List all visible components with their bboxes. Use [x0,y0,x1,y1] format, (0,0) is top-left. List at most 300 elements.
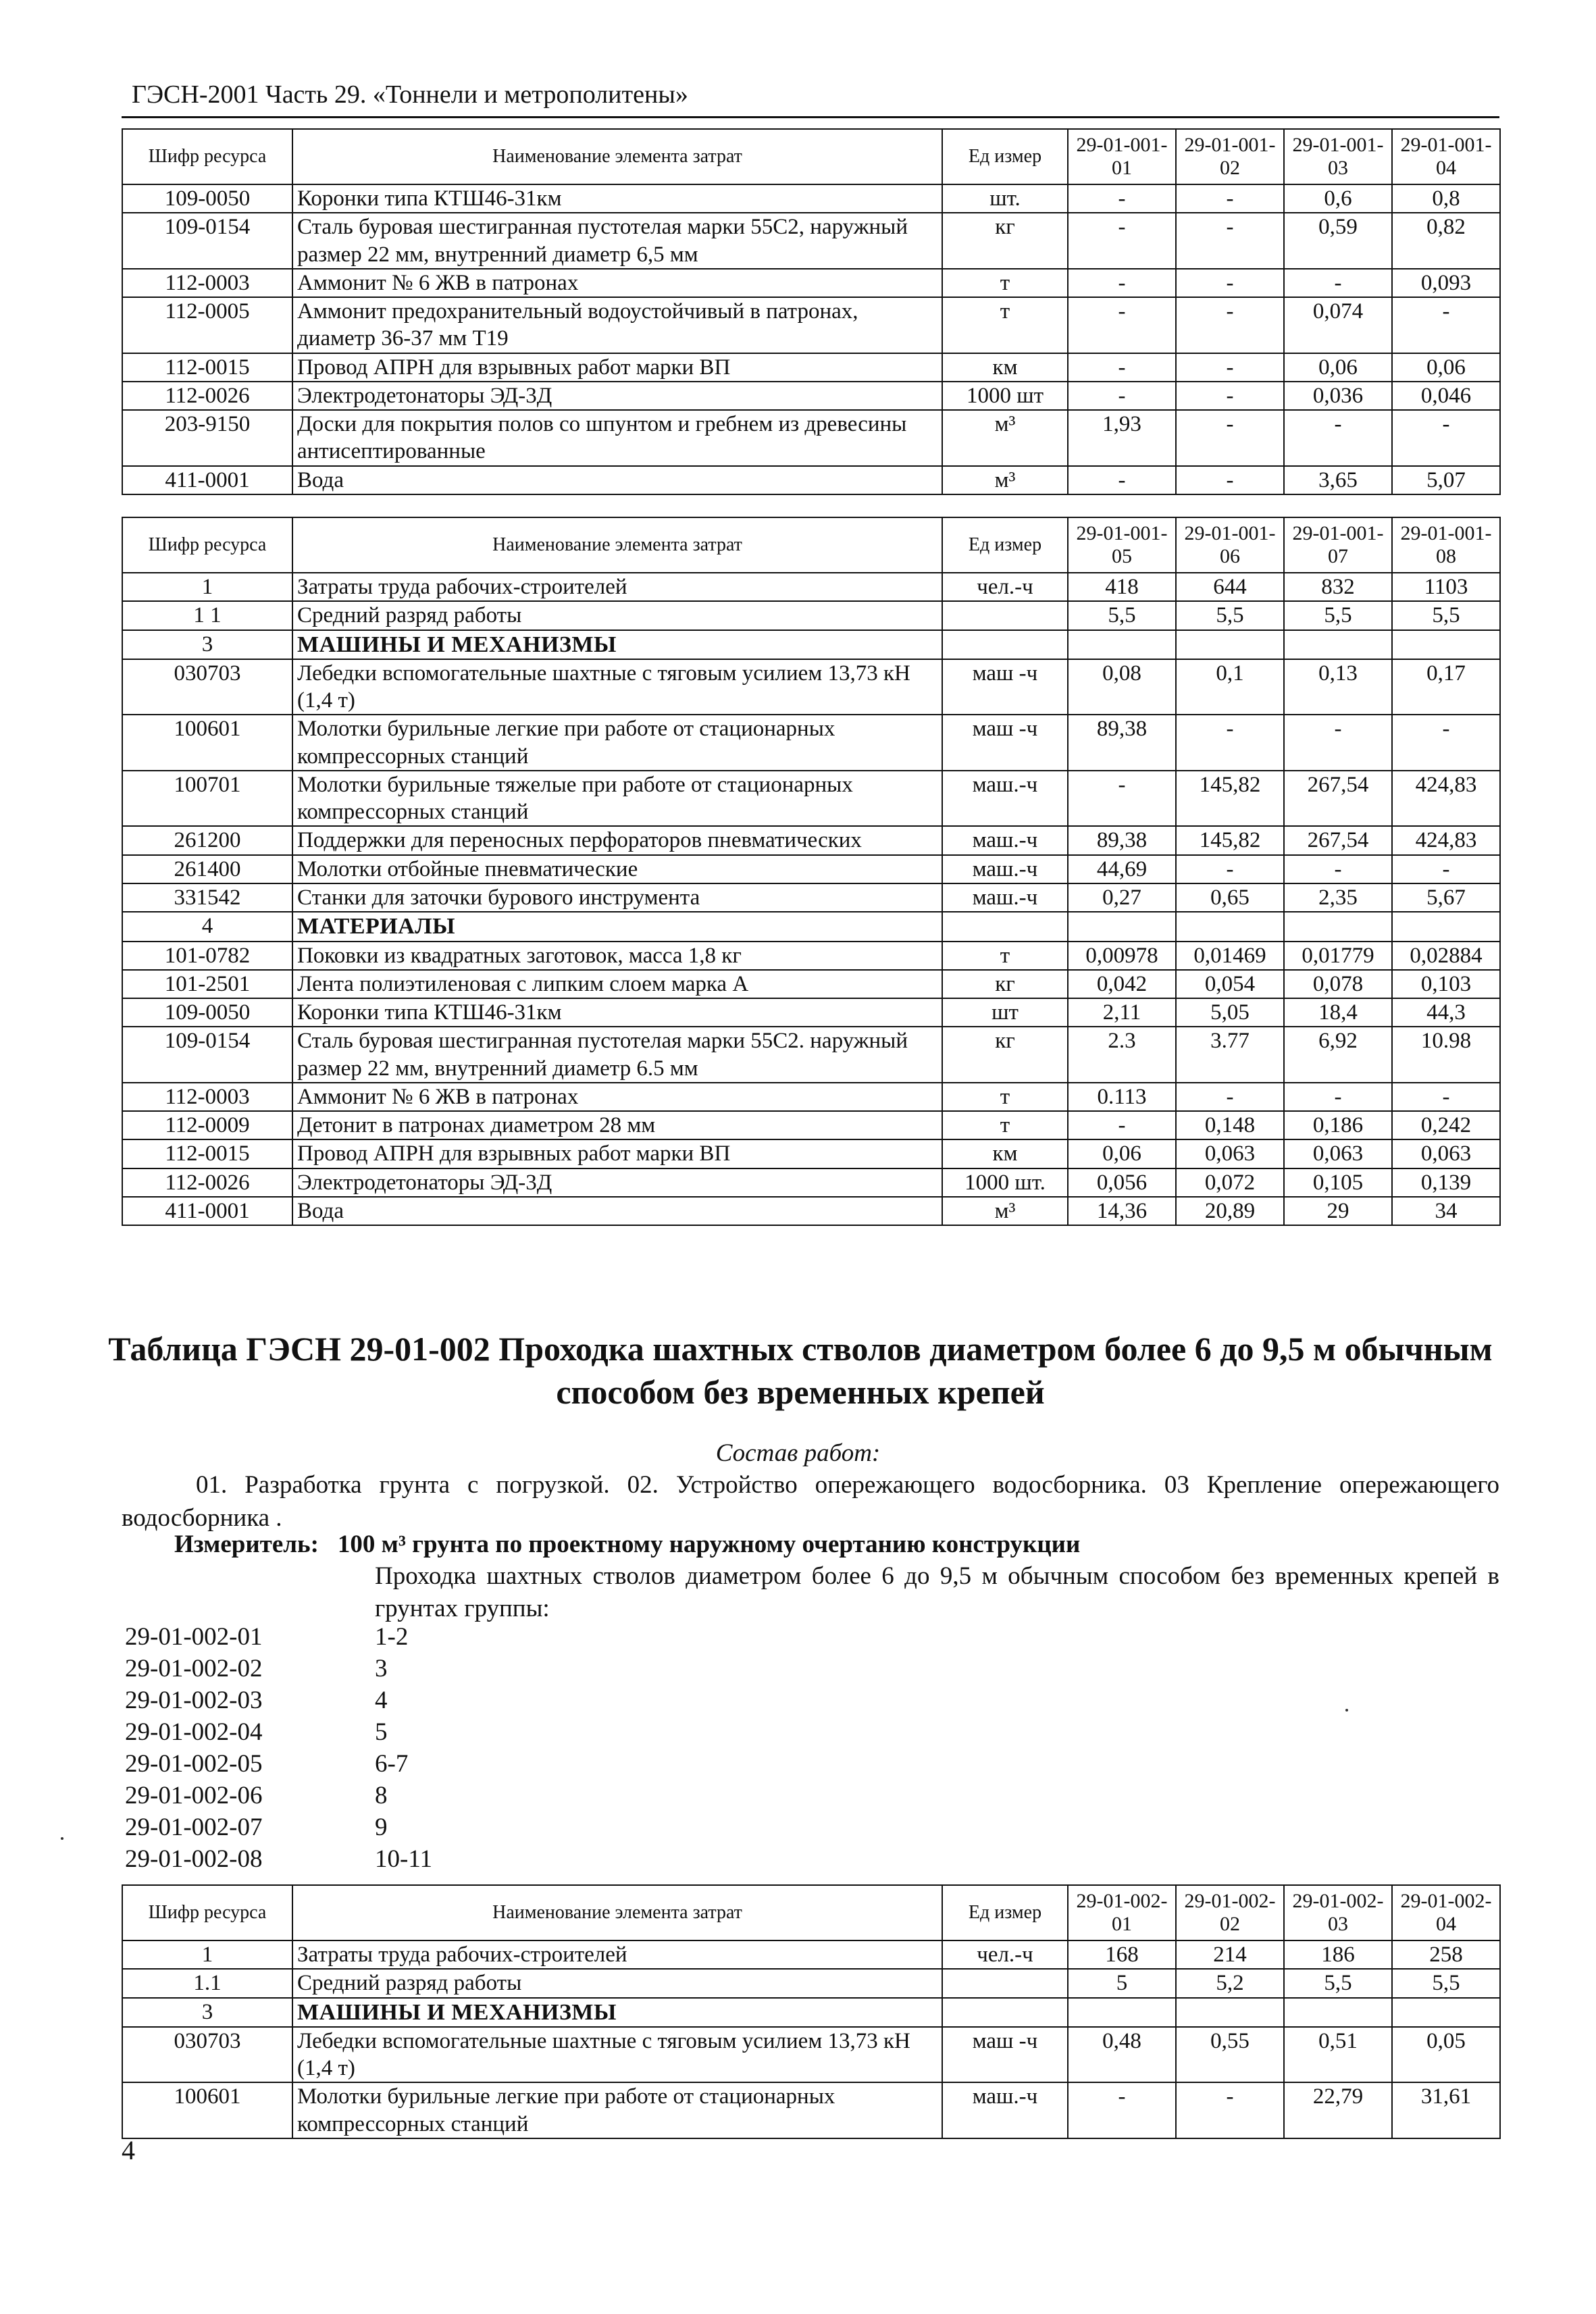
value-cell: 424,83 [1392,771,1500,827]
unit-cell: 1000 шт. [942,1168,1068,1197]
soil-group: 5 [375,1718,388,1746]
resource-code-cell: 109-0050 [122,184,292,213]
value-cell: - [1068,353,1176,382]
resource-code-cell: 100601 [122,715,292,771]
value-cell: 214 [1176,1940,1284,1969]
resource-code-cell: 1 [122,573,292,601]
table-row [122,1083,1500,1111]
value-cell: 18,4 [1284,998,1392,1027]
table-row [122,601,1500,629]
resource-code-cell: 411-0001 [122,1197,292,1225]
value-cell: - [1068,466,1176,494]
value-cell: 0,02884 [1392,942,1500,970]
unit-cell: кг [942,970,1068,998]
value-cell: 0,6 [1284,184,1392,213]
value-cell: 0,05 [1392,2027,1500,2083]
resource-name-cell: Сталь буровая шестигранная пустотелая марки 55С2, наружный размер 22 мм, внутренний диаметр 6,5 мм [292,213,942,269]
norm-code: 29-01-002-01 [125,1623,263,1651]
unit-cell: шт [942,998,1068,1027]
value-cell: 3.77 [1176,1027,1284,1083]
value-cell: - [1068,382,1176,410]
value-cell: - [1068,184,1176,213]
value-cell: - [1068,1111,1176,1139]
resource-code-cell: 1.1 [122,1969,292,1997]
unit-cell: кг [942,213,1068,269]
resource-name-cell: Молотки бурильные легкие при работе от стационарных компрессорных станций [292,2082,942,2138]
value-cell: - [1284,1083,1392,1111]
unit-cell: чел.-ч [942,1940,1068,1969]
unit-cell [942,1998,1068,2027]
value-cell: 10.98 [1392,1027,1500,1083]
col-header-norm: 29-01-001-04 [1392,129,1500,184]
table-row [122,942,1500,970]
resource-code-cell: 100601 [122,2082,292,2138]
resource-code-cell: 112-0005 [122,297,292,353]
table-row [122,855,1500,883]
value-cell: 0,054 [1176,970,1284,998]
table-row [122,297,1500,353]
norm-code-row [125,1686,432,1718]
value-cell: 0,59 [1284,213,1392,269]
value-cell: - [1392,715,1500,771]
soil-group: 6-7 [375,1750,409,1778]
value-cell: 0,074 [1284,297,1392,353]
unit-cell: маш -ч [942,659,1068,715]
table-row [122,970,1500,998]
scan-speck [1345,1709,1348,1712]
table-row [122,2082,1500,2138]
norm-code-row [125,1749,432,1781]
value-cell: 267,54 [1284,771,1392,827]
value-cell: - [1176,184,1284,213]
norm-code: 29-01-002-04 [125,1718,263,1746]
resource-table-001-01-04 [122,128,1501,495]
value-cell: 0,01469 [1176,942,1284,970]
value-cell [1068,1998,1176,2027]
resource-name-cell: Молотки бурильные легкие при работе от стационарных компрессорных станций [292,715,942,771]
value-cell: - [1176,213,1284,269]
norm-code-row [125,1845,432,1876]
col-header-name: Наименование элемента затрат [292,129,942,184]
value-cell: - [1176,382,1284,410]
table-row [122,771,1500,827]
value-cell: 0,036 [1284,382,1392,410]
resource-code-cell: 112-0015 [122,1139,292,1168]
value-cell [1392,1998,1500,2027]
col-header-code: Шифр ресурса [122,1885,292,1940]
resource-name-cell: Доски для покрытия полов со шпунтом и гребнем из древесины антисептированные [292,410,942,466]
value-cell: 0,186 [1284,1111,1392,1139]
value-cell: - [1284,855,1392,883]
value-cell: 44,69 [1068,855,1176,883]
value-cell: - [1284,715,1392,771]
value-cell: 0,063 [1284,1139,1392,1168]
work-composition-text: 01. Разработка грунта с погрузкой. 02. Устройство опережающего водосборника. 03 Крепление опережающего водосборника . [122,1471,1499,1532]
resource-code-cell: 261200 [122,826,292,854]
value-cell: 0,063 [1176,1139,1284,1168]
value-cell: - [1392,1083,1500,1111]
norm-code-row [125,1813,432,1845]
table-row [122,1969,1500,1997]
resource-code-cell: 112-0009 [122,1111,292,1139]
value-cell: - [1392,410,1500,466]
value-cell [1176,630,1284,659]
resource-table-001-05-08 [122,517,1501,1226]
resource-code-cell: 112-0015 [122,353,292,382]
value-cell: 0,8 [1392,184,1500,213]
value-cell: - [1176,297,1284,353]
measurement-unit-text: 100 м³ грунта по проектному наружному очертанию конструкции [337,1531,1081,1558]
unit-cell: м³ [942,1197,1068,1225]
value-cell: 5,2 [1176,1969,1284,1997]
col-header-norm: 29-01-002-02 [1176,1885,1284,1940]
value-cell: 0,82 [1392,213,1500,269]
soil-group: 4 [375,1687,388,1714]
value-cell: 5,5 [1176,601,1284,629]
unit-cell: маш.-ч [942,855,1068,883]
value-cell: 424,83 [1392,826,1500,854]
unit-cell: м³ [942,466,1068,494]
value-cell: 0,48 [1068,2027,1176,2083]
norm-code-row [125,1622,432,1654]
value-cell: 0,00978 [1068,942,1176,970]
value-cell: 0,06 [1284,353,1392,382]
value-cell: - [1392,855,1500,883]
resource-name-cell: Поддержки для переносных перфораторов пневматических [292,826,942,854]
value-cell: - [1176,1083,1284,1111]
value-cell: - [1068,213,1176,269]
resource-name-cell: Сталь буровая шестигранная пустотелая марки 55С2. наружный размер 22 мм, внутренний диаметр 6.5 мм [292,1027,942,1083]
value-cell: 832 [1284,573,1392,601]
soil-group: 10-11 [375,1845,432,1873]
resource-table-002-01-04 [122,1884,1501,2139]
table-row [122,1197,1500,1225]
header-rule [122,116,1499,118]
value-cell: 5,05 [1176,998,1284,1027]
col-header-norm: 29-01-001-05 [1068,517,1176,573]
table-row [122,715,1500,771]
section-row [122,1998,1500,2027]
col-header-unit: Ед измер [942,517,1068,573]
resource-name-cell: Лебедки вспомогательные шахтные с тяговым усилием 13,73 кН (1,4 т) [292,2027,942,2083]
value-cell: - [1068,2082,1176,2138]
value-cell: - [1176,2082,1284,2138]
resource-name-cell: Аммонит № 6 ЖВ в патронах [292,1083,942,1111]
value-cell: 186 [1284,1940,1392,1969]
value-cell: - [1284,269,1392,297]
table-row [122,1111,1500,1139]
resource-name-cell: Коронки типа КТШ46-31км [292,998,942,1027]
table-row [122,573,1500,601]
value-cell: 168 [1068,1940,1176,1969]
scan-speck [61,1837,63,1840]
value-cell: 34 [1392,1197,1500,1225]
value-cell: 0,105 [1284,1168,1392,1197]
resource-code-cell: 100701 [122,771,292,827]
value-cell: - [1176,353,1284,382]
unit-cell [942,912,1068,941]
value-cell: 31,61 [1392,2082,1500,2138]
value-cell: 5,5 [1392,601,1500,629]
measurement-unit [174,1530,1080,1559]
table-row [122,1168,1500,1197]
resource-code-cell: 109-0154 [122,213,292,269]
soil-group: 3 [375,1655,388,1682]
measurement-unit-label: Измеритель: [174,1531,319,1558]
value-cell: 0,139 [1392,1168,1500,1197]
resource-code-cell: 4 [122,912,292,941]
resource-code-cell: 1 1 [122,601,292,629]
resource-code-cell: 203-9150 [122,410,292,466]
unit-cell: шт. [942,184,1068,213]
unit-cell: маш.-ч [942,771,1068,827]
value-cell: 0,046 [1392,382,1500,410]
value-cell: - [1176,715,1284,771]
col-header-name: Наименование элемента затрат [292,517,942,573]
unit-cell: т [942,1111,1068,1139]
page-header: ГЭСН-2001 Часть 29. «Тоннели и метрополитены» [132,80,688,109]
resource-code-cell: 109-0050 [122,998,292,1027]
resource-code-cell: 101-2501 [122,970,292,998]
table-row [122,2027,1500,2083]
value-cell: 0,08 [1068,659,1176,715]
page-number: 4 [122,2135,135,2165]
norm-code-row [125,1654,432,1686]
value-cell: 0,06 [1392,353,1500,382]
col-header-code: Шифр ресурса [122,129,292,184]
unit-cell: маш.-ч [942,2082,1068,2138]
table-row [122,213,1500,269]
value-cell: - [1176,466,1284,494]
value-cell: 1,93 [1068,410,1176,466]
soil-group: 8 [375,1782,388,1809]
table-row [122,883,1500,912]
unit-cell: т [942,269,1068,297]
norm-code-list [125,1622,432,1876]
resource-name-cell: Затраты труда рабочих-строителей [292,573,942,601]
col-header-norm: 29-01-001-03 [1284,129,1392,184]
value-cell: 5 [1068,1969,1176,1997]
value-cell: 267,54 [1284,826,1392,854]
value-cell [1284,1998,1392,2027]
value-cell: 0.113 [1068,1083,1176,1111]
table-row [122,184,1500,213]
value-cell: 2,35 [1284,883,1392,912]
resource-name-cell: Молотки отбойные пневматические [292,855,942,883]
value-cell: 644 [1176,573,1284,601]
resource-name-cell: Молотки бурильные тяжелые при работе от стационарных компрессорных станций [292,771,942,827]
unit-cell [942,1969,1068,1997]
resource-name-cell: Электродетонаторы ЭД-3Д [292,1168,942,1197]
table-row [122,466,1500,494]
table-row [122,410,1500,466]
resource-code-cell: 1 [122,1940,292,1969]
resource-name-cell: МАТЕРИАЛЫ [292,912,942,941]
resource-code-cell: 109-0154 [122,1027,292,1083]
resource-name-cell: Детонит в патронах диаметром 28 мм [292,1111,942,1139]
table-row [122,826,1500,854]
resource-name-cell: Аммонит № 6 ЖВ в патронах [292,269,942,297]
value-cell: 2,11 [1068,998,1176,1027]
unit-cell: маш -ч [942,715,1068,771]
value-cell: 145,82 [1176,771,1284,827]
value-cell: 29 [1284,1197,1392,1225]
col-header-norm: 29-01-002-03 [1284,1885,1392,1940]
value-cell: 22,79 [1284,2082,1392,2138]
norm-description: Проходка шахтных стволов диаметром более 6 до 9,5 м обычным способом без временных крепей в грунтах группы: [375,1562,1499,1623]
norm-code: 29-01-002-02 [125,1655,263,1682]
value-cell: 20,89 [1176,1197,1284,1225]
value-cell [1068,630,1176,659]
col-header-unit: Ед измер [942,1885,1068,1940]
table-row [122,1139,1500,1168]
unit-cell [942,630,1068,659]
value-cell: 0,148 [1176,1111,1284,1139]
resource-code-cell: 112-0003 [122,1083,292,1111]
norm-code-row [125,1718,432,1749]
resource-name-cell: Вода [292,466,942,494]
value-cell: - [1176,410,1284,466]
resource-name-cell: Средний разряд работы [292,601,942,629]
value-cell: 0,17 [1392,659,1500,715]
table-row [122,659,1500,715]
value-cell: 6,92 [1284,1027,1392,1083]
resource-code-cell: 112-0003 [122,269,292,297]
resource-name-cell: МАШИНЫ И МЕХАНИЗМЫ [292,630,942,659]
value-cell: 0,51 [1284,2027,1392,2083]
value-cell: 89,38 [1068,826,1176,854]
col-header-norm: 29-01-001-06 [1176,517,1284,573]
resource-name-cell: Вода [292,1197,942,1225]
value-cell: 0,042 [1068,970,1176,998]
resource-name-cell: Коронки типа КТШ46-31км [292,184,942,213]
value-cell: 44,3 [1392,998,1500,1027]
resource-code-cell: 101-0782 [122,942,292,970]
value-cell: - [1176,855,1284,883]
resource-name-cell: Провод АПРН для взрывных работ марки ВП [292,1139,942,1168]
table-title: Таблица ГЭСН 29-01-002 Проходка шахтных стволов диаметром более 6 до 9,5 м обычным способом без временных крепей [108,1330,1493,1411]
value-cell: 0,093 [1392,269,1500,297]
resource-code-cell: 112-0026 [122,1168,292,1197]
resource-name-cell: Средний разряд работы [292,1969,942,1997]
unit-cell: чел.-ч [942,573,1068,601]
value-cell: 2.3 [1068,1027,1176,1083]
value-cell: 0,65 [1176,883,1284,912]
unit-cell: т [942,1083,1068,1111]
soil-group: 9 [375,1814,388,1841]
value-cell: 1103 [1392,573,1500,601]
value-cell: - [1068,297,1176,353]
resource-code-cell: 411-0001 [122,466,292,494]
resource-name-cell: Лента полиэтиленовая с липким слоем марка А [292,970,942,998]
unit-cell: т [942,297,1068,353]
value-cell: - [1284,410,1392,466]
unit-cell: 1000 шт [942,382,1068,410]
resource-name-cell: Затраты труда рабочих-строителей [292,1940,942,1969]
value-cell [1068,912,1176,941]
col-header-norm: 29-01-001-07 [1284,517,1392,573]
value-cell: 0,01779 [1284,942,1392,970]
col-header-norm: 29-01-002-01 [1068,1885,1176,1940]
resource-name-cell: Лебедки вспомогательные шахтные с тяговым усилием 13,73 кН (1,4 т) [292,659,942,715]
unit-cell: маш -ч [942,2027,1068,2083]
unit-cell [942,601,1068,629]
value-cell: 0,103 [1392,970,1500,998]
value-cell: 0,242 [1392,1111,1500,1139]
norm-code: 29-01-002-08 [125,1845,263,1873]
unit-cell: км [942,1139,1068,1168]
value-cell: 0,06 [1068,1139,1176,1168]
unit-cell: м³ [942,410,1068,466]
unit-cell: т [942,942,1068,970]
unit-cell: км [942,353,1068,382]
table-row [122,1027,1500,1083]
table-row [122,269,1500,297]
unit-cell: кг [942,1027,1068,1083]
value-cell [1284,912,1392,941]
resource-name-cell: Провод АПРН для взрывных работ марки ВП [292,353,942,382]
value-cell [1176,912,1284,941]
norm-code: 29-01-002-03 [125,1687,263,1714]
value-cell [1284,630,1392,659]
value-cell: - [1068,269,1176,297]
resource-code-cell: 112-0026 [122,382,292,410]
value-cell: 0,1 [1176,659,1284,715]
soil-group: 1-2 [375,1623,409,1651]
norm-code: 29-01-002-05 [125,1750,263,1778]
value-cell: 0,55 [1176,2027,1284,2083]
work-composition-label: Состав работ: [715,1439,881,1467]
table-row [122,382,1500,410]
value-cell: 89,38 [1068,715,1176,771]
norm-code: 29-01-002-06 [125,1782,263,1809]
value-cell: 145,82 [1176,826,1284,854]
resource-code-cell: 331542 [122,883,292,912]
value-cell: 258 [1392,1940,1500,1969]
value-cell: 0,072 [1176,1168,1284,1197]
value-cell: 0,27 [1068,883,1176,912]
value-cell: 0,056 [1068,1168,1176,1197]
value-cell: 5,5 [1284,601,1392,629]
unit-cell: маш.-ч [942,826,1068,854]
section-row [122,630,1500,659]
value-cell [1176,1998,1284,2027]
table-row [122,1940,1500,1969]
value-cell: 14,36 [1068,1197,1176,1225]
value-cell: 0,063 [1392,1139,1500,1168]
value-cell: 0,13 [1284,659,1392,715]
value-cell: 5,5 [1284,1969,1392,1997]
col-header-norm: 29-01-001-08 [1392,517,1500,573]
value-cell: 0,078 [1284,970,1392,998]
norm-code: 29-01-002-07 [125,1814,263,1841]
value-cell [1392,912,1500,941]
norm-code-row [125,1781,432,1813]
section-row [122,912,1500,941]
resource-code-cell: 3 [122,1998,292,2027]
value-cell: 5,5 [1392,1969,1500,1997]
col-header-norm: 29-01-001-02 [1176,129,1284,184]
value-cell: 5,5 [1068,601,1176,629]
col-header-unit: Ед измер [942,129,1068,184]
resource-name-cell: Аммонит предохранительный водоустойчивый в патронах, диаметр 36-37 мм Т19 [292,297,942,353]
col-header-name: Наименование элемента затрат [292,1885,942,1940]
table-row [122,353,1500,382]
value-cell: 5,07 [1392,466,1500,494]
unit-cell: маш.-ч [942,883,1068,912]
value-cell: 418 [1068,573,1176,601]
resource-code-cell: 261400 [122,855,292,883]
